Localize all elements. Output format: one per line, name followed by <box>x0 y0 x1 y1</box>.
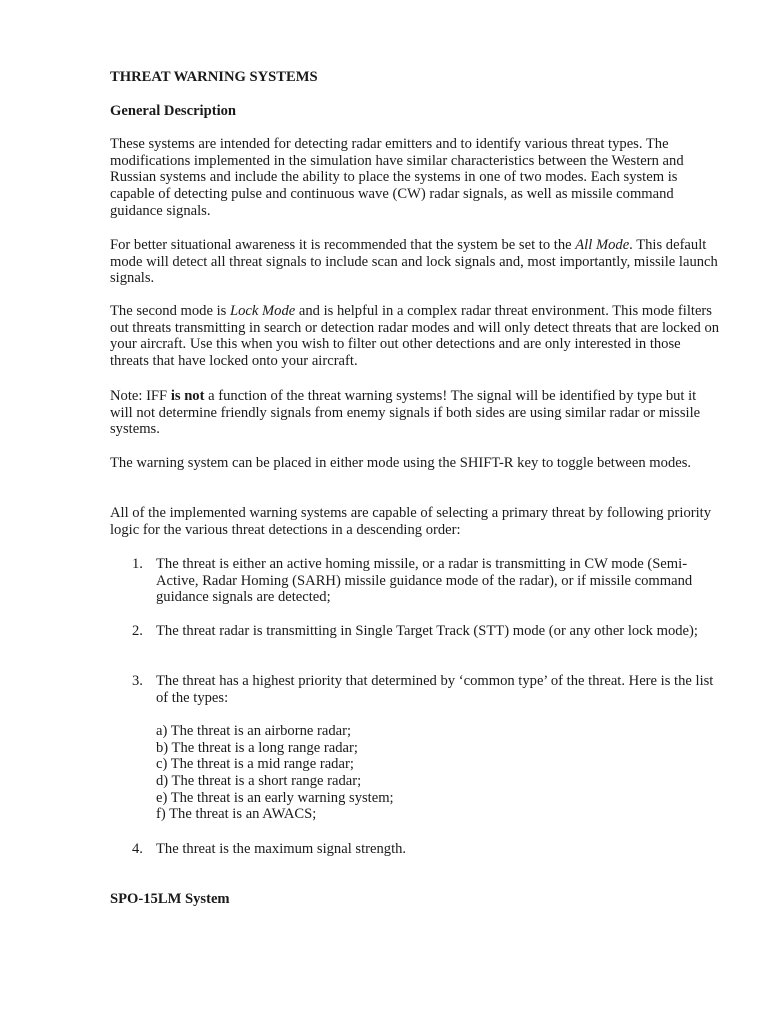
paragraph-iff-note <box>110 388 722 438</box>
list-number: 3. <box>132 673 143 689</box>
list-item-text: The threat is the maximum signal strength. <box>156 841 407 857</box>
paragraph-shift-r: The warning system can be placed in either mode using the SHIFT-R key to toggle between modes. <box>110 455 692 471</box>
paragraph-lock-mode <box>110 303 722 370</box>
threat-type-item: b) The threat is a long range radar; <box>156 739 358 756</box>
all-mode-term: All Mode <box>575 237 630 253</box>
list-number: 2. <box>132 623 143 639</box>
paragraph-lock-mode-text-1: The second mode is <box>110 303 230 319</box>
paragraph-iff-note-text-2: a function of the threat warning systems! The signal will be identified by type but it will not determine friendly signals from enemy signals if both sides are using similar radar or missile systems. <box>110 388 701 438</box>
list-number: 4. <box>132 841 143 857</box>
list-item-text: The threat radar is transmitting in Single Target Track (STT) mode (or any other lock mode); <box>156 623 698 639</box>
threat-type-item: a) The threat is an airborne radar; <box>156 723 352 739</box>
paragraph-lock-mode-text-2: and is helpful in a complex radar threat environment. This mode filters out threats transmitting in search or detection radar modes and will only detect threats that are locked on your aircraft. Use this when you wish to filter out other detections and are only interested in those threats that have locked onto your aircraft. <box>110 303 720 370</box>
paragraph-priority-logic: All of the implemented warning systems are capable of selecting a primary threat by following priority logic for the various threat detections in a descending order: <box>110 505 712 538</box>
paragraph-intro: These systems are intended for detecting radar emitters and to identify various threat types. The modifications implemented in the simulation have similar characteristics between the Western and Russian systems and include the ability to place the systems in one of two modes. Each system is capable of detecting pulse and continuous wave (CW) radar signals, as well as missile command guidance signals. <box>110 136 684 219</box>
lock-mode-term: Lock Mode <box>229 303 296 319</box>
list-item-text: The threat has a highest priority that determined by ‘common type’ of the threat. Here is the list of the types: <box>156 673 714 706</box>
section-heading-spo-15lm: SPO-15LM System <box>110 891 230 907</box>
list-item-text: The threat is either an active homing missile, or a radar is transmitting in CW mode (Semi-Active, Radar Homing (SARH) missile guidance mode of the radar), or if missile command guidance signals are detected; <box>156 556 693 606</box>
iff-is-not-emphasis: is not <box>170 388 205 404</box>
paragraph-all-mode <box>110 237 722 287</box>
threat-type-item: e) The threat is an early warning system; <box>156 789 394 806</box>
paragraph-all-mode-text-1: For better situational awareness it is recommended that the system be set to the <box>110 237 576 253</box>
threat-type-item: d) The threat is a short range radar; <box>156 773 362 790</box>
paragraph-all-mode-text-2: . This default mode will detect all threat signals to include scan and lock signals and, most importantly, missile launch signals. <box>110 237 718 287</box>
threat-type-item: c) The threat is a mid range radar; <box>156 756 354 773</box>
threat-types-list <box>156 723 716 823</box>
list-number: 1. <box>132 556 143 572</box>
threat-type-item: f) The threat is an AWACS; <box>156 806 317 823</box>
section-heading-general-description: General Description <box>110 103 237 119</box>
document-title: THREAT WARNING SYSTEMS <box>110 69 318 85</box>
paragraph-iff-note-text-1: Note: IFF <box>110 388 171 404</box>
